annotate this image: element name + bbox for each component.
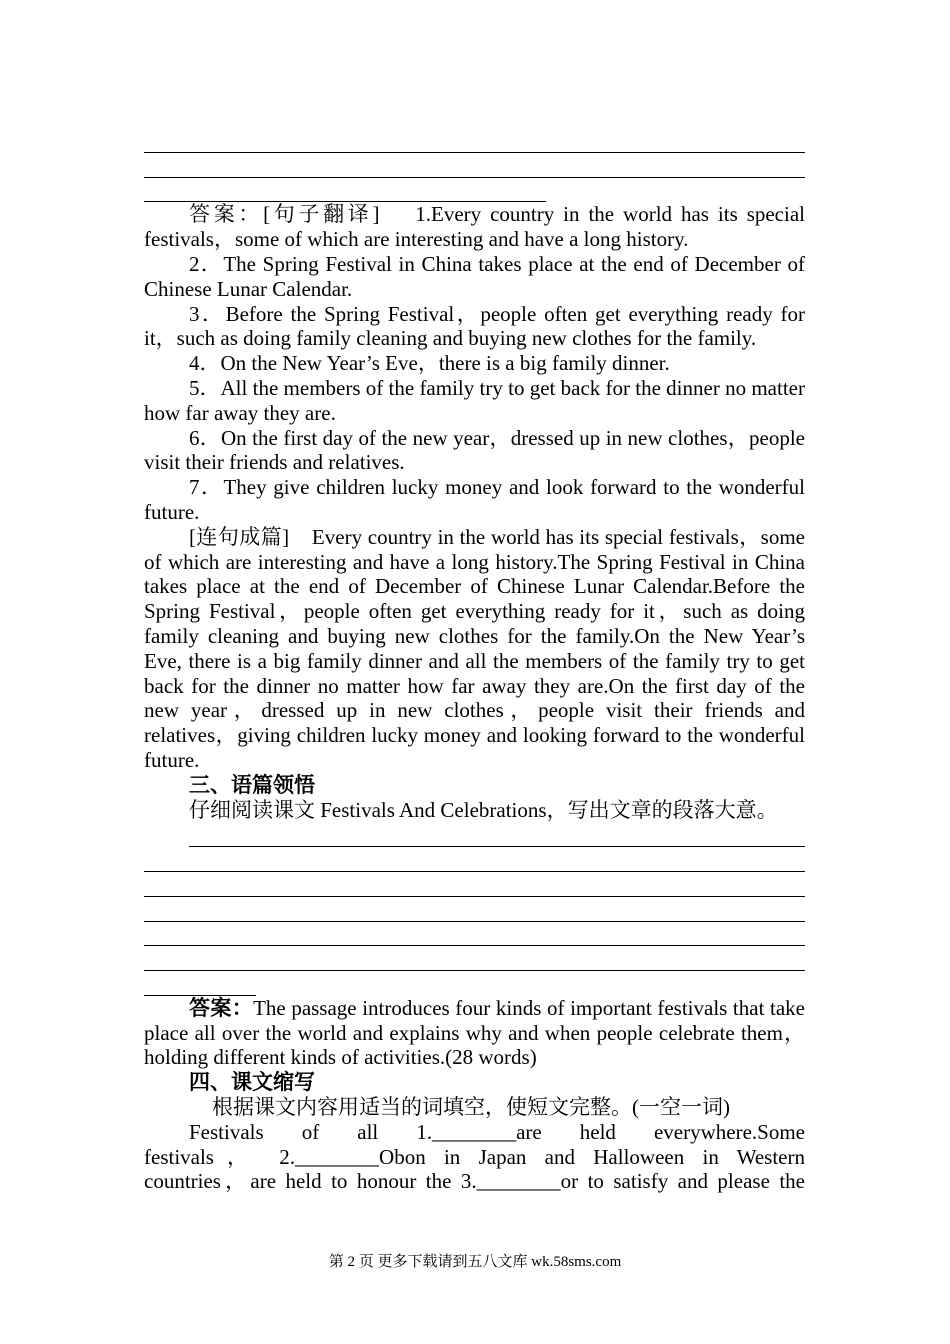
answer-sentence-3: 3．Before the Spring Festival，people often get everything ready for it，such as doing family cleaning and buying new clothes for the family. xyxy=(144,301,805,351)
joined-paragraph: [连句成篇] Every country in the world has its special festivals，some of which are interesting and have a long history.The Spring Festival in China takes place at the end of December of Chinese Lunar Calendar.Before the Spring Festival，people often get everything ready for it，such as doing family cleaning and buying new clothes for the family.On the New Year’s Eve, there is a big family dinner and all the members of the family try to get back for the dinner no matter how far away they are.On the first day of the new year，dressed up in new clothes，people visit their friends and relatives，giving children lucky money and looking forward to the wonderful future. xyxy=(144,524,805,772)
cloze-line-1: Festivals of all 1.________are held everywhere.Some xyxy=(189,1119,805,1144)
section-4-heading: 四、课文缩写 xyxy=(189,1070,315,1095)
answer-blank-line xyxy=(144,128,805,153)
summary-blank-line xyxy=(144,872,805,897)
summary-blank-line xyxy=(144,897,805,922)
answer-label: 答案： xyxy=(189,995,254,1020)
answer-sentence-4: 4．On the New Year’s Eve，there is a big family dinner. xyxy=(189,351,670,376)
summary-blank-line xyxy=(189,822,805,847)
cloze-line-2: festivals， 2.________Obon in Japan and Halloween in Western xyxy=(144,1144,805,1169)
answer-sentence-2: 2．The Spring Festival in China takes place at the end of December of Chinese Lunar Calendar. xyxy=(144,251,805,301)
section-3-answer: 答案：The passage introduces four kinds of important festivals that take place all over the world and explains why and when people celebrate them，holding different kinds of activities.(28 words) xyxy=(144,995,805,1070)
section-4-instruction: 根据课文内容用适当的词填空，使短文完整。(一空一词) xyxy=(212,1095,730,1120)
section-3-heading: 三、语篇领悟 xyxy=(189,772,315,797)
summary-blank-line xyxy=(144,971,256,996)
cloze-line-3: countries，are held to honour the 3.________or to satisfy and please the xyxy=(144,1169,805,1194)
answer-label: 答案：[句子翻译] xyxy=(189,202,380,227)
section-3-instruction: 仔细阅读课文 Festivals And Celebrations，写出文章的段落大意。 xyxy=(189,797,778,822)
answer-sentence-5: 5．All the members of the family try to get back for the dinner no matter how far away they are. xyxy=(144,375,805,425)
summary-blank-line xyxy=(144,847,805,872)
joined-paragraph-label: [连句成篇] xyxy=(189,524,290,549)
answer-sentence-1: 答案：[句子翻译] 1.Every country in the world has its special festivals，some of which are interesting and have a long history. xyxy=(144,202,805,252)
answer-sentence-7: 7．They give children lucky money and look forward to the wonderful future. xyxy=(144,475,805,524)
document-page xyxy=(144,128,805,1194)
answer-blank-line xyxy=(144,153,805,178)
answer-blank-line xyxy=(144,178,546,203)
summary-blank-line xyxy=(144,922,805,947)
summary-blank-line xyxy=(144,946,805,971)
answer-sentence-6: 6．On the first day of the new year，dressed up in new clothes，people visit their friends and relatives. xyxy=(144,425,805,475)
page-footer: 第 2 页 更多下载请到五八文库 wk.58sms.com xyxy=(328,1254,622,1270)
